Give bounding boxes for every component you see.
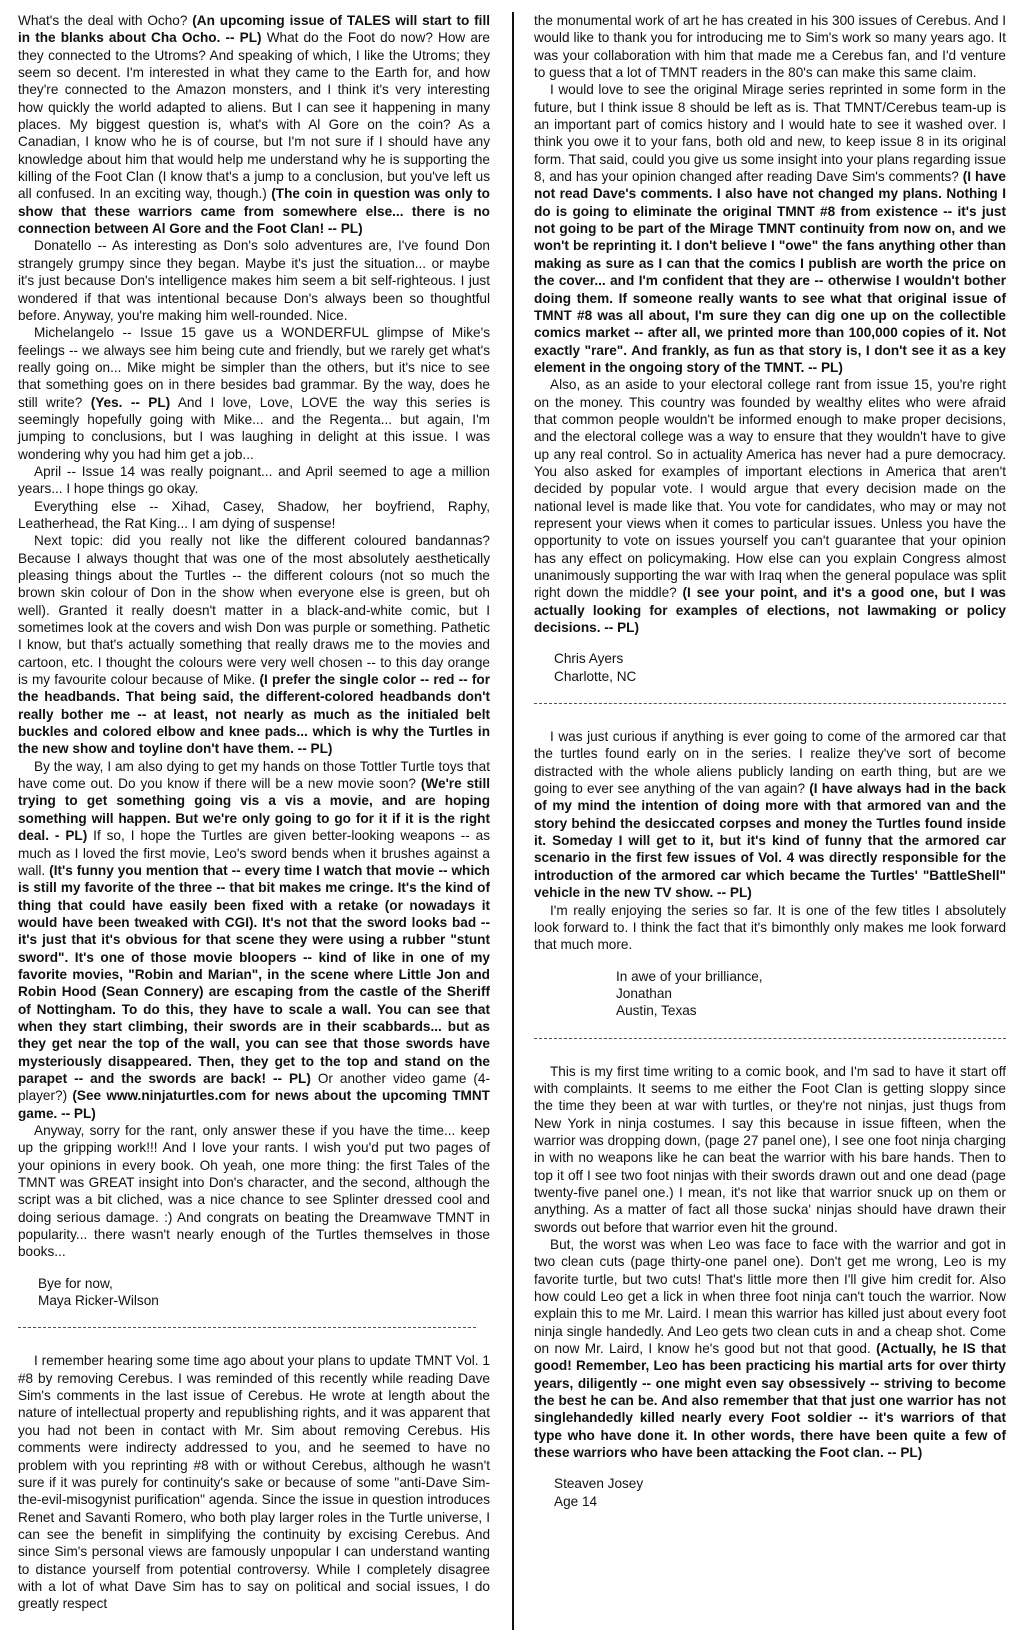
editor-reply: (Yes. -- PL) [90,394,171,410]
right-column [534,12,1006,1510]
letter-paragraph: I'm really enjoying the series so far. It is one of the few titles I absolutely look forward to. I think the fact that it's bimonthly only makes me look forward that much more. [534,902,1006,953]
letters-page [18,12,1008,1634]
letter-paragraph: April -- Issue 14 was really poignant... and April seemed to age a million years... I hope things go okay. [18,463,490,497]
editor-reply: (I have not read Dave's comments. I also have not changed my plans. Nothing I do is going to eliminate the original TMNT #8 from existence -- it's just not going to be part of the Mirage TMNT continuity from now on, and we won't be reprinting it. I don't believe I "owe" the fans anything other than making as sure as I can that the comics I publish are worth the price on the cover... and I'm confident that they are -- otherwise I wouldn't bother doing them. If someone really wants to see what that original issue of TMNT #8 was all about, I'm sure they can dig one up on the collectible comics market -- after all, we printed more than 100,000 copies of it. Not exactly "rare". And frankly, as fun as that story is, I don't see it as a key element in the ongoing story of the TMNT. -- PL) [534,169,1006,375]
letter-signature: In awe of your brilliance, Jonathan Austin, Texas [616,968,763,1019]
letter-paragraph: This is my first time writing to a comic book, and I'm sad to have it start off with complaints. It seems to me either the Foot Clan is getting sloppy since the time they been at war with turtles, or they're not ninjas, just thugs from New York in ninja costumes. I say this because in issue fifteen, when the warrior was dropping down, (page 27 panel one), I see one foot ninja charging in with no weapons like he can beat the warrior with his bare hands. Then to top it off I see two foot ninjas with their swords drawn out and one dead (page twenty-five panel one.) I mean, it's not like that warrior snuck up on them or anything. As a matter of fact all those sucka' ninjas should have drawn their swords out before that warrior even hit the ground. [534,1063,1006,1235]
letter-paragraph: I was just curious if anything is ever going to come of the armored car that the turtles found early on in the series. I realize they've sort of become distracted with the whole aliens publicly landing on earth thing, but are we going to ever see anything of the van again? (I have always had in the back of my mind the intention of doing more with that armored van and the story behind the desiccated corpses and money the Turtles found inside it. Someday I will get to it, but it's kind of funny that the armored car scenario in the first few issues of Vol. 4 was directly responsible for the introduction of the armored car which became the Turtles' "BattleShell" vehicle in the new TV show. -- PL) [534,729,1006,901]
letter-signature: Chris Ayers Charlotte, NC [554,651,637,684]
editor-reply: (An upcoming issue of TALES will start to fill in the blanks about Cha Ocho. -- PL) [18,13,491,46]
editor-reply: (Actually, he IS that good! Remember, Leo has been practicing his martial arts for over thirty years, diligently -- one might even say obsessively -- striving to become the best he can be. And also remember that that just one warrior has not singlehandedly killed nearly every Foot soldier -- it's warriors of that type who have done it. In other words, there have been quite a few of these warriors who have been attacking the Foot clan. -- PL) [534,1341,1006,1461]
editor-reply: (I prefer the single color -- red -- for the headbands. That being said, the different-colored headbands don't really bother me -- at least, not nearly as much as the initialed belt buckles and colored elbow and knee pads... which is why the Turtles in the new show and toyline don't have them. -- PL) [18,672,491,757]
editor-reply: (See www.ninjaturtles.com for news about the upcoming TMNT game. -- PL) [18,1088,490,1121]
left-column [18,12,490,1613]
letter-paragraph: What's the deal with Ocho? (An upcoming issue of TALES will start to fill in the blanks about Cha Ocho. -- PL) What do the Foot do now? How are they connected to the Utroms? And speaking of which, I like the Utroms; they seem so decent. I'm interested in what they came to the Earth for, and how they're connected to the Amazon monsters, and I think it's very interesting how quickly the world adapted to aliens. But I can see it happening in many places. My biggest question is, what's with Al Gore on the coin? As a Canadian, I know who he is of course, but I'm not sure if I should have any knowledge about him that would help me understand why he is supporting the killing of the Foot Clan (I know that's a jump to a conclusion, but you've left us all confused. In an exciting way, though.) (The coin in question was only to show that these warriors came from somewhere else... there is no connection between Al Gore and the Foot Clan! -- PL) [18,13,491,237]
letter-paragraph: By the way, I am also dying to get my hands on those Tottler Turtle toys that have come out. Do you know if there will be a new movie soon? (We're still trying to get something going vis a vis a movie, and are hoping something will happen. But we're only going to go for it if it is the right deal. - PL) If so, I hope the Turtles are given better-looking weapons -- as much as I loved the first movie, Leo's sword bends when it brushes against a wall. (It's funny you mention that -- every time I watch that movie -- which is still my favorite of the three -- that bit makes me cringe. It's the kind of thing that could have easily been fixed with a retake (or nowadays it would have been tweaked with CGI). It's not that the sword looks bad -- it's just that it's obvious for that scene they were using a rubber "stunt sword". It's one of those movie bloopers -- kind of like in one of my favorite movies, "Robin and Marian", in the scene where Little Jon and Robin Hood (Sean Connery) are escaping from the castle of the Sheriff of Nottingham. To do this, they have to scale a wall. You can see that when they start climbing, their swords are in their scabbards... but as they get near the top of the wall, you can see that those swords have mysteriously disappeared. Then, they get to the top and stand on the parapet -- and the swords are back! -- PL) Or another video game (4-player?) (See www.ninjaturtles.com for news about the upcoming TMNT game. -- PL) [18,758,490,1121]
letter-paragraph: Michelangelo -- Issue 15 gave us a WONDERFUL glimpse of Mike's feelings -- we always see him being cute and friendly, but we rarely get what's really going on... Mike might be simpler than the others, but it's nice to see that something goes on in there besides bad grammar. By the way, does he still write? (Yes. -- PL) And I love, Love, LOVE the way this series is seemingly hopefully going with Mike... and the Regenta... but again, I'm jumping to conclusions, but I was laughing in delight at this issue. I was wondering why you had him get a job... [18,325,490,462]
letter-paragraph: Everything else -- Xihad, Casey, Shadow, her boyfriend, Raphy, Leatherhead, the Rat King... I am dying of suspense! [18,498,490,531]
editor-reply: (I see your point, and it's a good one, but I was actually looking for examples of elections, not lawmaking or policy decisions. -- PL) [534,585,1006,636]
letter-paragraph: I remember hearing some time ago about your plans to update TMNT Vol. 1 #8 by removing Cerebus. I was reminded of this recently while reading Dave Sim's comments in the last issue of Cerebus. He wrote at length about the nature of intellectual property and republishing rights, and it was apparent that you had not been in contact with Mr. Sim about removing Cerebus. His comments were indirecty addressed to you, and he seemed to have no problem with you reprinting #8 with or without Cerebus, although he wasn't sure if it was purely for continuity's sake or because of some "anti-Dave Sim-the-evil-misogynist purification" agenda. Since the issue in question introduces Renet and Savanti Romero, who both play larger roles in the Turtle universe, I can see the benefit in simplifying the continuity by excising Cerebus. And since Sim's personal views are famously unpopular I can understand wanting to distance yourself from potential controversy. While I completely disagree with a lot of what Dave Sim has to say on political and social issues, I do greatly respect [18,1353,490,1612]
letter-divider [18,1327,476,1328]
editor-reply: (I have always had in the back of my mind the intention of doing more with that armored van and the story behind the desiccated corpses and money the Turtles found inside it. Someday I will get to it, but it's kind of funny that the armored car scenario in the first few issues of Vol. 4 was directly responsible for the introduction of the armored car which became the Turtles' "BattleShell" vehicle in the new TV show. -- PL) [534,781,1006,901]
letter-paragraph: Next topic: did you really not like the different coloured bandannas? Because I always thought that was one of the most absolutely aesthetically pleasing things about the Turtles -- the different colours (not so much the brown skin colour of Don in the show when everyone else is green, but oh well). Granted it really doesn't matter in a black-and-white comic, but I sometimes look at the covers and wish Don was purple or something. Pathetic I know, but that's actually something that really draws me to the movies and cartoon, etc. I thought the colours were very well chosen -- to this day orange is my favourite colour because of Mike. (I prefer the single color -- red -- for the headbands. That being said, the different-colored headbands don't really bother me -- at least, not nearly as much as the initialed belt buckles and colored elbow and knee pads... which is why the Turtles in the new show and toyline don't have them. -- PL) [18,533,491,757]
letter-paragraph: Anyway, sorry for the rant, only answer these if you have the time... keep up the gripping work!!! And I love your rants. I wish you'd put two pages of your opinions in every book. Oh yeah, one more thing: the first Tales of the TMNT was GREAT insight into Don's character, and the second, although the script was a bit cliched, was a nice chance to see Splinter dressed cool and doing serious damage. :) And congrats on beating the Dreamwave TMNT in popularity... there wasn't nearly enough of the Turtles themselves in those books... [18,1123,490,1260]
letter-signature: Steaven Josey Age 14 [554,1476,644,1509]
letter-paragraph: the monumental work of art he has created in his 300 issues of Cerebus. And I would like to thank you for introducing me to Sim's work so many years ago. It was your collaboration with him that made me a Cerebus fan, and I'd venture to guess that a lot of TMNT readers in the 80's can make this same claim. [534,13,1006,81]
editor-reply: (The coin in question was only to show that these warriors came from somewhere else... there is no connection between Al Gore and the Foot Clan! -- PL) [18,186,490,237]
letter-divider [534,703,1006,704]
editor-reply: (We're still trying to get something going vis a vis a movie, and are hoping something will happen. But we're only going to go for it if it is the right deal. - PL) [18,776,490,844]
letter-paragraph: Donatello -- As interesting as Don's solo adventures are, I've found Don strangely grumpy since they began. Maybe it's just the situation... or maybe it's just because Don's intelligence makes him seem a bit self-righteous. I just wondered if that was intentional because Don's always been so thoughtful before. Anyway, you're making him well-rounded. Nice. [18,238,490,323]
column-rule [512,12,514,1630]
letter-divider [534,1038,1006,1039]
letter-paragraph: I would love to see the original Mirage series reprinted in some form in the future, but I think issue 8 should be left as is. That TMNT/Cerebus team-up is an important part of comics history and I would hate to see it washed over. I think you owe it to your fans, both old and new, to keep issue 8 in its original form. That said, could you give us some insight into your plans regarding issue 8, and has your opinion changed after reading Dave Sim's comments? (I have not read Dave's comments. I also have not changed my plans. Nothing I do is going to eliminate the original TMNT #8 from existence -- it's just not going to be part of the Mirage TMNT continuity from now on, and we won't be reprinting it. I don't believe I "owe" the fans anything other than making as sure as I can that the comics I publish are worth the price on the cover... and I'm confident that they are -- otherwise I wouldn't bother doing them. If someone really wants to see what that original issue of TMNT #8 was all about, I'm sure they can dig one up on the collectible comics market -- after all, we printed more than 100,000 copies of it. Not exactly "rare". And frankly, as fun as that story is, I don't see it as a key element in the ongoing story of the TMNT. -- PL) [534,82,1007,375]
letter-signature: Bye for now, Maya Ricker-Wilson [38,1275,159,1309]
editor-reply: (It's funny you mention that -- every time I watch that movie -- which is still my favorite of the three -- that bit makes me cringe. It's the kind of thing that could have easily been fixed with a retake (or nowadays it would have been tweaked with CGI). It's not that the sword looks bad -- it's just that it's obvious for that scene they were using a rubber "stunt sword". It's one of those movie bloopers -- kind of like in one of my favorite movies, "Robin and Marian", in the scene where Little Jon and Robin Hood (Sean Connery) are escaping from the castle of the Sheriff of Nottingham. To do this, they have to scale a wall. You can see that when they start climbing, their swords are in their scabbards... but as they get near the top of the wall, you can see that those swords have mysteriously disappeared. Then, they get to the top and stand on the parapet -- and the swords are back! -- PL) [18,862,490,1086]
letter-paragraph: But, the worst was when Leo was face to face with the warrior and got in two clean cuts (page thirty-one panel one). Don't get me wrong, Leo is my favorite turtle, but two cuts! That's little more then I'll give him credit for. Also how could Leo get a lick in when three foot ninja can't touch the warrior. Now explain this to me Mr. Laird. I mean this warrior has killed just about every foot ninja single handedly. And Leo gets two clean cuts in and a cheap shot. Come on now Mr. Laird, I know he's good but not that good. (Actually, he IS that good! Remember, Leo has been practicing his martial arts for over thirty years, diligently -- one might even say obsessively -- striving to become the best he can be. And also remember that that just one warrior has not singlehandedly killed nearly every Foot soldier -- it's warriors of that type who have done it. In other words, there have been quite a few of these warriors who have been attacking the Foot clan. -- PL) [534,1237,1006,1461]
letter-paragraph: Also, as an aside to your electoral college rant from issue 15, you're right on the money. This country was founded by wealthy elites who were afraid that common people wouldn't be informed enough to make proper decisions, and the electoral college was a way to ensure that they wouldn't have to give up any real control. So in actuality America has never had a pure democracy. You also asked for examples of important elections in America that aren't decided by popular vote. I would argue that every decision made on the national level is made like that. You vote for candidates, who may or may not represent your views when it comes to particular issues. Unless you have the opportunity to vote on issues yourself you can't guarantee that your opinion has any effect on policymaking. How else can you explain Congress almost unanimously supporting the war with Iraq when the general populace was split right down the middle? (I see your point, and it's a good one, but I was actually looking for examples of elections, not lawmaking or policy decisions. -- PL) [534,377,1006,636]
